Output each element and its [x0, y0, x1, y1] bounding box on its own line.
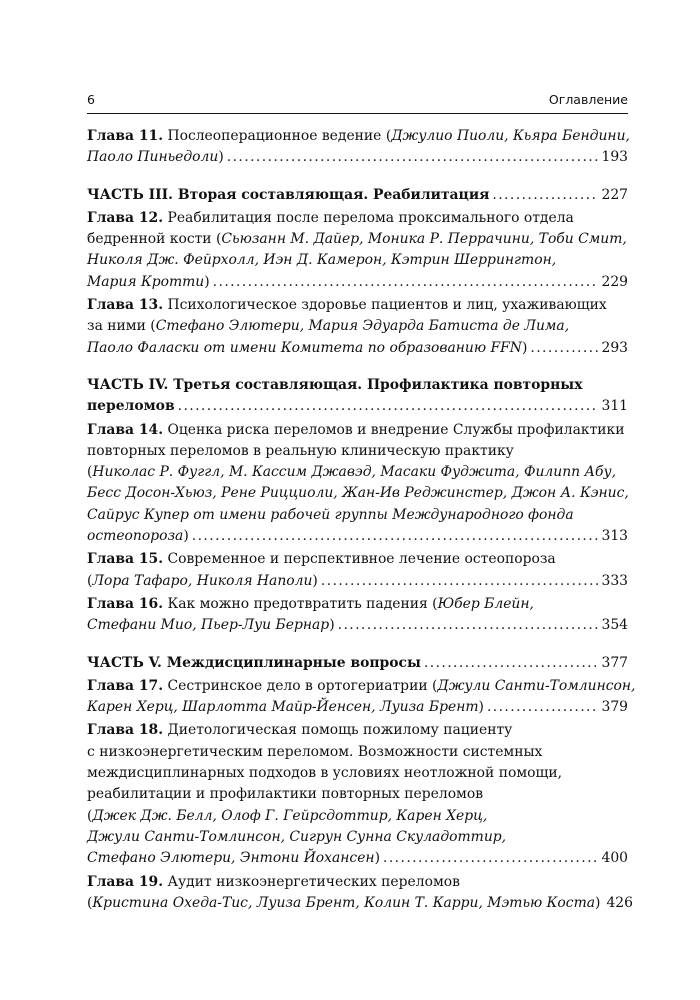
chapter-title: Современное и перспективное лечение остеопороза: [167, 551, 556, 568]
chapter-title: Как можно предотвратить падения (: [167, 595, 438, 612]
chapter-authors: Кристина Охеда-Тис, Луиза Брент, Колин Т. Карри, Мэтью Коста: [92, 894, 596, 911]
toc-entry-chapter-15[interactable]: Глава 15. Современное и перспективное лечение остеопороза (Лора Тафаро, Николя Наполи) . . . 333: [87, 549, 628, 592]
chapter-label: Глава 11.: [87, 128, 164, 144]
chapter-authors: Сьюзанн М. Дайер, Моника Р. Перрачини, Тоби Смит,: [221, 231, 627, 248]
chapter-authors: Карен Херц, Шарлотта Майр-Йенсен, Луиза Брент: [87, 699, 479, 716]
part-title: Третья составляющая. Профилактика повторных: [173, 376, 583, 393]
toc-entry-chapter-19[interactable]: Глава 19. Аудит низкоэнергетических переломов (Кристина Охеда-Тис, Луиза Брент, Колин Т. Карри, Мэтью Коста) 426: [87, 872, 628, 915]
part-title: Вторая составляющая. Реабилитация: [177, 186, 490, 203]
page-ref: 227: [601, 186, 628, 203]
part-title: Междисциплинарные вопросы: [166, 654, 421, 671]
toc-entry-chapter-17[interactable]: Глава 17. Сестринское дело в ортогериатрии (Джули Санти-Томлинсон, Карен Херц, Шарлотта Майр-Йенсен, Луиза Брент) . . . 379: [87, 676, 628, 719]
chapter-authors: Стефано Элютери, Мария Эдуарда Батиста де Лима,: [155, 318, 570, 335]
toc-entry-chapter-14[interactable]: Глава 14. Оценка риска переломов и внедрение Службы профилактики повторных переломов в реальную клиническую практику (Николас Р. Фуггл, М. Кассим Джавэд, Масаки Фуджита, Филипп Абу, Бесс Досон-Хьюз, Рене Рицциоли, Жан-Ив Реджинстер, Джон А. Кэнис, Сайрус Купер от имени рабочей группы Международного фонда остеопороза) . . . 313: [87, 420, 628, 548]
chapter-authors: Лора Тафаро, Николя Наполи: [92, 572, 313, 589]
chapter-authors: Паоло Фаласки от имени Комитета по образованию FFN: [87, 339, 522, 356]
dot-leader: [487, 697, 599, 718]
chapter-title: Оценка риска переломов и внедрение Службы профилактики: [167, 421, 625, 438]
chapter-label: Глава 17.: [87, 677, 164, 694]
chapter-authors: Стефано Элютери, Энтони Йохансен: [87, 850, 375, 867]
page-ref: 333: [601, 572, 628, 589]
toc-entry-part-5[interactable]: [87, 653, 628, 674]
dot-leader: [383, 848, 598, 869]
page-ref: 379: [601, 699, 628, 716]
chapter-title: Послеоперационное ведение (: [167, 128, 392, 144]
chapter-authors: остеопороза: [87, 528, 184, 545]
chapter-title: Психологическое здоровье пациентов и лиц, ухаживающих: [167, 297, 607, 314]
chapter-authors: Мария Кротти: [87, 273, 205, 290]
part-label: ЧАСТЬ V.: [87, 654, 162, 671]
page-ref: 311: [601, 398, 628, 415]
chapter-authors: Стефани Мио, Пьер-Луи Бернар: [87, 617, 330, 634]
toc-entry-chapter-18[interactable]: Глава 18. Диетологическая помощь пожилому пациенту с низкоэнергетическим переломом. Возможности системных междисциплинарных подходов в условиях неотложной помощи, реабилитации и профилактики повторных переломов (Джек Дж. Белл, Олоф Г. Гейрсдоттир, Карен Херц, Джули Санти-Томлинсон, Сигрун Сунна Скуладоттир, Стефано Элютери, Энтони Йохансен) . . . 400: [87, 720, 628, 869]
chapter-label: Глава 14.: [87, 421, 164, 438]
toc-entry-chapter-12[interactable]: Глава 12. Реабилитация после перелома проксимального отдела бедренной кости (Сьюзанн М. Дайер, Моника Р. Перрачини, Тоби Смит, Николя Дж. Фейрхолл, Иэн Д. Камерон, Кэтрин Шеррингтон, Мария Кротти) . . . 229: [87, 208, 628, 293]
page-ref: 293: [601, 339, 628, 356]
part-label: ЧАСТЬ III.: [87, 186, 174, 203]
chapter-authors: Бесс Досон-Хьюз, Рене Рицциоли, Жан-Ив Реджинстер, Джон А. Кэнис,: [87, 485, 629, 502]
chapter-authors: Николас Р. Фуггл, М. Кассим Джавэд, Масаки Фуджита, Филипп Абу,: [92, 464, 617, 481]
chapter-title: Аудит низкоэнергетических переломов: [167, 873, 460, 890]
dot-leader: [227, 147, 599, 168]
chapter-authors: Паоло Пиньедоли: [87, 149, 219, 166]
header-rule: [87, 113, 628, 114]
page-ref: 193: [601, 149, 628, 166]
page-ref: 400: [601, 850, 628, 867]
chapter-label: Глава 19.: [87, 873, 164, 890]
running-header: [87, 92, 628, 112]
page-ref: 313: [601, 528, 628, 545]
chapter-authors: Джулио Пиоли, Кьяра Бендини,: [391, 128, 630, 144]
page-ref: 229: [601, 273, 628, 290]
table-of-contents: [87, 126, 636, 914]
part-title: переломов: [87, 398, 175, 415]
dot-leader: [321, 571, 599, 592]
chapter-title: реабилитации и профилактики повторных переломов: [87, 786, 484, 803]
toc-entry-chapter-13[interactable]: Глава 13. Психологическое здоровье пациентов и лиц, ухаживающих за ними (Стефано Элютери, Мария Эдуарда Батиста де Лима, Паоло Фаласки от имени Комитета по образованию FFN) . . . 293: [87, 295, 628, 359]
chapter-label: Глава 12.: [87, 209, 164, 226]
dot-leader: [192, 526, 599, 547]
chapter-title: Диетологическая помощь пожилому пациенту: [167, 722, 513, 739]
toc-entry-part-3[interactable]: [87, 185, 628, 206]
page-ref: 426: [606, 894, 633, 911]
toc-entry-chapter-16[interactable]: Глава 16. Как можно предотвратить падения (Юбер Блейн, Стефани Мио, Пьер-Луи Бернар) . . . 354: [87, 594, 628, 637]
chapter-label: Глава 18.: [87, 722, 164, 739]
chapter-label: Глава 13.: [87, 297, 164, 314]
chapter-title: с низкоэнергетическим переломом. Возможности системных: [87, 743, 543, 760]
chapter-title: за ними (: [87, 318, 156, 335]
chapter-label: Глава 15.: [87, 551, 164, 568]
page-number: 6: [87, 92, 95, 107]
part-label: ЧАСТЬ IV.: [87, 376, 169, 393]
chapter-title: междисциплинарных подходов в условиях неотложной помощи,: [87, 765, 563, 782]
toc-entry-chapter-11[interactable]: Глава 11. Послеоперационное ведение (Джулио Пиоли, Кьяра Бендини, Паоло Пиньедоли) . . . 193: [87, 126, 628, 169]
dot-leader: [530, 338, 598, 359]
chapter-title: Реабилитация после перелома проксимального отдела: [167, 209, 574, 226]
dot-leader: [213, 272, 599, 293]
chapter-authors: Джек Дж. Белл, Олоф Г. Гейрсдоттир, Карен Херц,: [92, 807, 488, 824]
chapter-authors: Николя Дж. Фейрхолл, Иэн Д. Камерон, Кэтрин Шеррингтон,: [87, 252, 557, 269]
dot-leader: [424, 653, 599, 674]
dot-leader: [178, 396, 599, 417]
page-ref: 377: [601, 654, 628, 671]
chapter-label: Глава 16.: [87, 595, 164, 612]
chapter-authors: Юбер Блейн,: [437, 595, 534, 612]
page-ref: 354: [601, 617, 628, 634]
dot-leader: [338, 615, 599, 636]
chapter-authors: Джули Санти-Томлинсон,: [437, 677, 636, 694]
chapter-authors: Сайрус Купер от имени рабочей группы Международного фонда: [87, 506, 574, 523]
chapter-title: повторных переломов в реальную клиническую практику: [87, 442, 514, 459]
toc-entry-part-4[interactable]: [87, 375, 628, 418]
chapter-title: бедренной кости (: [87, 231, 222, 248]
running-head-title: Оглавление: [548, 92, 628, 107]
chapter-title: Сестринское дело в ортогериатрии (: [167, 677, 438, 694]
dot-leader: [492, 185, 598, 206]
chapter-authors: Джули Санти-Томлинсон, Сигрун Сунна Скуладоттир,: [87, 828, 507, 845]
